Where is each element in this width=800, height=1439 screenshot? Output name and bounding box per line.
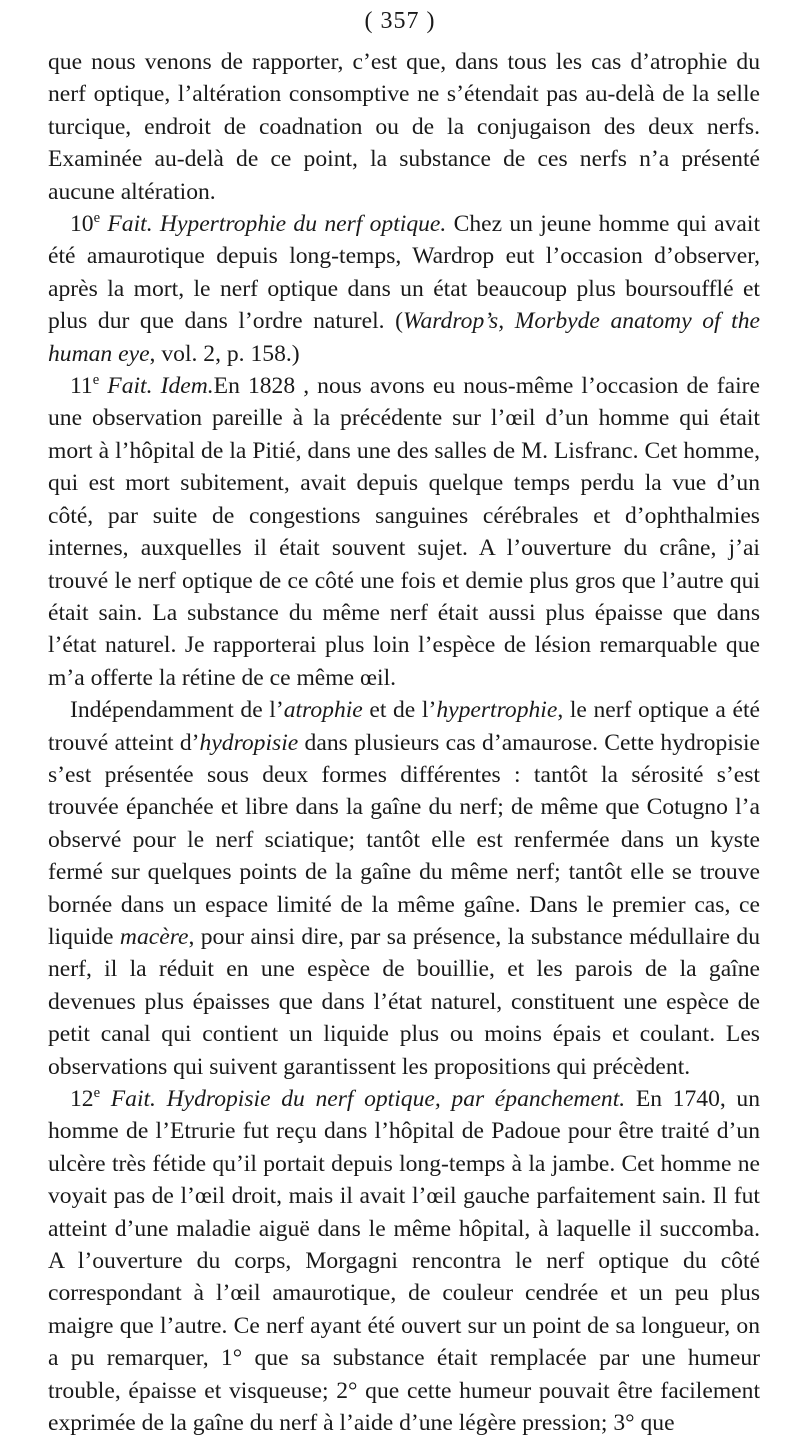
italic-text: macère	[119, 923, 189, 950]
italic-text: Fait. Idem.	[99, 373, 214, 400]
italic-text: hydropisie	[199, 729, 299, 756]
italic-text: Fait. Hypertrophie du nerf optique.	[100, 211, 447, 238]
text-run: que nous venons de rapporter, c’est que, dans tous les cas d’atrophie du nerf optique, l’altération consomptive ne s’étendait pas au-delà de la selle turcique, endroit de coadnation ou de la conjugaison des deux nerfs. Examinée au-delà de ce point, la substance de ces nerfs n’a présenté aucune altération.	[48, 49, 760, 205]
text-run: En 1828 , nous avons eu nous-même l’occasion de faire une observation pareille à la précédente sur l’œil d’un homme qui était mort à l’hôpital de la Pitié, dans une des salles de M. Lisfranc. Cet homme, qui est mort subitement, avait depuis quelque temps perdu la vue d’un côté, par suite de congestions sanguines cérébrales et d’ophthalmies internes, auxquelles il était souvent sujet. A l’ouverture du crâne, j’ai trouvé le nerf optique de ce côté une fois et demie plus gros que l’autre qui était sain. La substance du même nerf était aussi plus épaisse que dans l’état naturel. Je rapporterai plus loin l’espèce de lésion remarquable que m’a offerte la rétine de ce même œil.	[48, 373, 761, 691]
text-run: 12	[70, 1086, 94, 1112]
text-run: , pour ainsi dire, par sa présence, la substance médullaire du nerf, il la réduit en une espèce de bouillie, et les parois de la gaîne devenues plus épaisses que dans l’état naturel, constituent une espèce de petit canal qui contient un liquide plus ou moins épais et coulant. Les observations qui suivent garantissent les propositions qui précèdent.	[48, 923, 760, 1080]
paragraph	[48, 370, 760, 694]
ordinal-suffix: e	[93, 1085, 101, 1102]
text-run: dans plusieurs cas d’amaurose. Cette hydropisie s’est présentée sous deux formes différentes : tantôt la sérosité s’est trouvée épanchée et libre dans la gaîne du nerf; de même que Cotugno l’a observé pour le nerf sciatique; tantôt elle est renfermée dans un kyste fermé sur quelques points de la gaîne du même nerf; tantôt elle se trouve bornée dans un espace limité de la même gaîne. Dans le premier cas, ce liquide	[48, 729, 761, 950]
text-run: Chez un jeune homme qui avait été amaurotique depuis long-temps, Wardrop eut l’occasion d’observer, après la mort, le nerf optique dans un état beaucoup plus boursoufflé et plus dur que dans l’ordre naturel. (	[48, 211, 760, 335]
paragraph	[48, 1083, 760, 1439]
text-run: En 1740, un homme de l’Etrurie fut reçu dans l’hôpital de Padoue pour être traité d’un ulcère très fétide qu’il portait depuis long-temps à la jambe. Cet homme ne voyait pas de l’œil droit, mais il avait l’œil gauche parfaitement sain. Il fut atteint d’une maladie aiguë dans le même hôpital, à laquelle il succomba. A l’ouverture du corps, Morgagni rencontra le nerf optique du côté correspondant à l’œil amaurotique, de couleur cendrée et un peu plus maigre que l’autre. Ce nerf ayant été ouvert sur un point de sa longueur, on a pu remarquer, 1° que sa substance était remplacée par une humeur trouble, épaisse et visqueuse; 2° que cette humeur pouvait être facilement exprimée de la gaîne du nerf à l’aide d’une légère pression; 3° que	[48, 1086, 760, 1437]
italic-text: Fait. Hydropisie du nerf optique, par épanchement.	[100, 1086, 626, 1112]
paragraph	[48, 46, 760, 208]
text-run: 10	[70, 211, 94, 238]
paragraph	[48, 208, 760, 370]
body-text	[48, 46, 760, 1439]
italic-text: atrophie	[283, 697, 363, 724]
italic-text: hypertrophie	[436, 697, 558, 724]
page-number: ( 357 )	[364, 8, 436, 34]
text-run: , le nerf optique a été trouvé atteint d’	[48, 697, 761, 756]
paragraph	[48, 694, 760, 1083]
text-run: , vol. 2, p. 158.)	[149, 340, 300, 367]
italic-text: Wardrop’s, Morbyde anatomy of the human eye	[48, 308, 761, 367]
ordinal-suffix: e	[92, 372, 100, 389]
ordinal-suffix: e	[93, 210, 101, 227]
text-run: Indépendamment de l’	[70, 697, 284, 724]
text-run: et de l’	[362, 697, 437, 724]
text-run: 11	[70, 373, 93, 400]
